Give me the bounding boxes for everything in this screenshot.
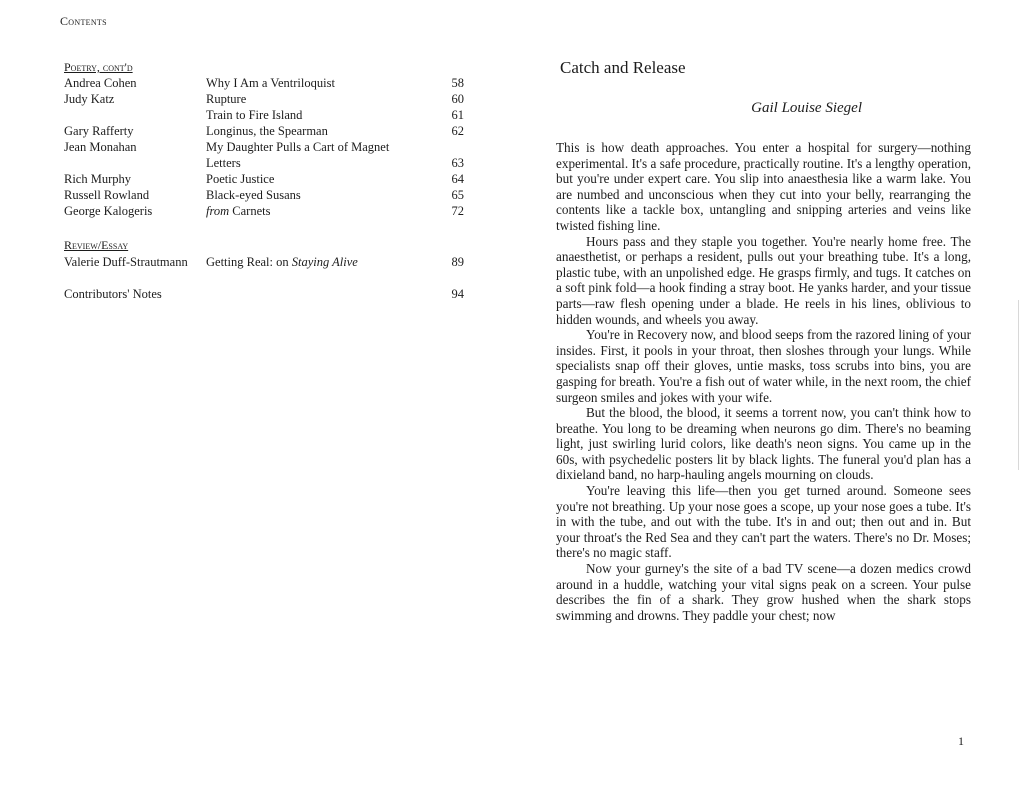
story-body	[556, 140, 971, 623]
story-page	[512, 0, 1024, 798]
toc-title-prefix: from	[206, 204, 230, 218]
toc-title: Poetic Justice	[206, 172, 275, 186]
toc-author: Rich Murphy	[64, 172, 132, 186]
toc-page-number: 65	[451, 188, 464, 202]
toc-author: George Kalogeris	[64, 204, 153, 218]
toc-title: My Daughter Pulls a Cart of Magnet	[206, 140, 390, 154]
section-heading-review-essay: Review/Essay	[64, 238, 129, 252]
story-paragraph: You're in Recovery now, and blood seeps from the razored lining of your insides. First, it pools in your throat, then sloshes through your lungs. While specialists snap off their gloves, untie masks, toss scrubs into bins, you are gasping for breath. You're a fish out of water while, in the next room, the chief surgeon smiles and jokes with your wife.	[556, 327, 971, 405]
toc-title-italic: Staying Alive	[291, 255, 358, 269]
toc-title	[206, 255, 358, 271]
toc-page-number: 58	[451, 76, 464, 90]
toc-author: Jean Monahan	[64, 140, 137, 154]
toc-page-number: 89	[451, 255, 464, 269]
toc-page-number: 60	[451, 92, 464, 106]
toc-author: Russell Rowland	[64, 188, 150, 202]
story-paragraph: This is how death approaches. You enter a hospital for surgery—nothing experimental. It's a safe procedure, practically routine. It's a lengthy operation, but you're under expert care. You slip into anaesthesia like a warm lake. You are numbed and unconscious when they cut into your belly, rearranging the contents like a tackle box, untangling and snipping arteries and veins like twisted fishing line.	[556, 140, 971, 233]
page-number: 1	[958, 734, 964, 748]
toc-author: Valerie Duff-Strautmann	[64, 255, 188, 269]
toc-page-number: 94	[451, 287, 464, 301]
toc-title: Train to Fire Island	[206, 108, 303, 122]
toc-title: Letters	[206, 156, 241, 170]
toc-page-number: 61	[451, 108, 464, 122]
toc-title-main: Getting Real: on	[206, 255, 292, 269]
running-head: Contents	[60, 14, 107, 28]
story-paragraph: Now your gurney's the site of a bad TV scene—a dozen medics crowd around in a huddle, watching your vital signs peak on a screen. Your pulse describes the fin of a shark. They grow hushed when the shark stops swimming and drowns. They paddle your chest; now	[556, 561, 971, 623]
toc-title	[206, 204, 270, 220]
toc-author: Andrea Cohen	[64, 76, 137, 90]
story-paragraph: Hours pass and they staple you together. You're nearly home free. The anaesthetist, or perhaps a resident, pulls out your breathing tube. It's a long, plastic tube, with an unpolished edge. He grasps firmly, and tugs. It catches on a soft pink fold—a hook finding a stray boot. He yanks harder, and your tissue parts—raw flesh opening under a blade. He reels in his lines, oblivious to hidden wounds, and wheels you away.	[556, 233, 971, 327]
page-edge-shadow	[1018, 300, 1019, 470]
toc-page-number: 62	[451, 124, 464, 138]
toc-title: Why I Am a Ventriloquist	[206, 76, 335, 90]
toc-author: Judy Katz	[64, 92, 115, 106]
toc-page-number: 64	[451, 172, 464, 186]
toc-page-number: 63	[451, 156, 464, 170]
toc-contributors-label: Contributors' Notes	[64, 287, 162, 301]
section-heading-poetry: Poetry, cont'd	[64, 60, 133, 74]
toc-title: Rupture	[206, 92, 247, 106]
story-paragraph: But the blood, the blood, it seems a torrent now, you can't think how to breathe. You long to be dreaming when neurons go dim. There's no beaming light, just swirling lurid colors, like death's neon signs. You came up in the 60s, with psychedelic posters lit by black lights. The funeral you'd plan has a dixieland band, no harp-hauling angels mourning on clouds.	[556, 405, 971, 483]
story-author: Gail Louise Siegel	[751, 100, 862, 116]
story-paragraph: You're leaving this life—then you get turned around. Someone sees you're not breathing. Up your nose goes a scope, up your nose goes a tube. It's in with the tube, and out with the tube. It's in and out; then out and in. But your throat's the Red Sea and they can't part the waters. There's no Dr. Moses; there's no magic staff.	[556, 483, 971, 561]
toc-title: Longinus, the Spearman	[206, 124, 328, 138]
toc-title-main: Carnets	[229, 204, 271, 218]
toc-author: Gary Rafferty	[64, 124, 134, 138]
toc-title: Black-eyed Susans	[206, 188, 301, 202]
story-title: Catch and Release	[560, 58, 686, 77]
toc-page-number: 72	[451, 204, 464, 218]
